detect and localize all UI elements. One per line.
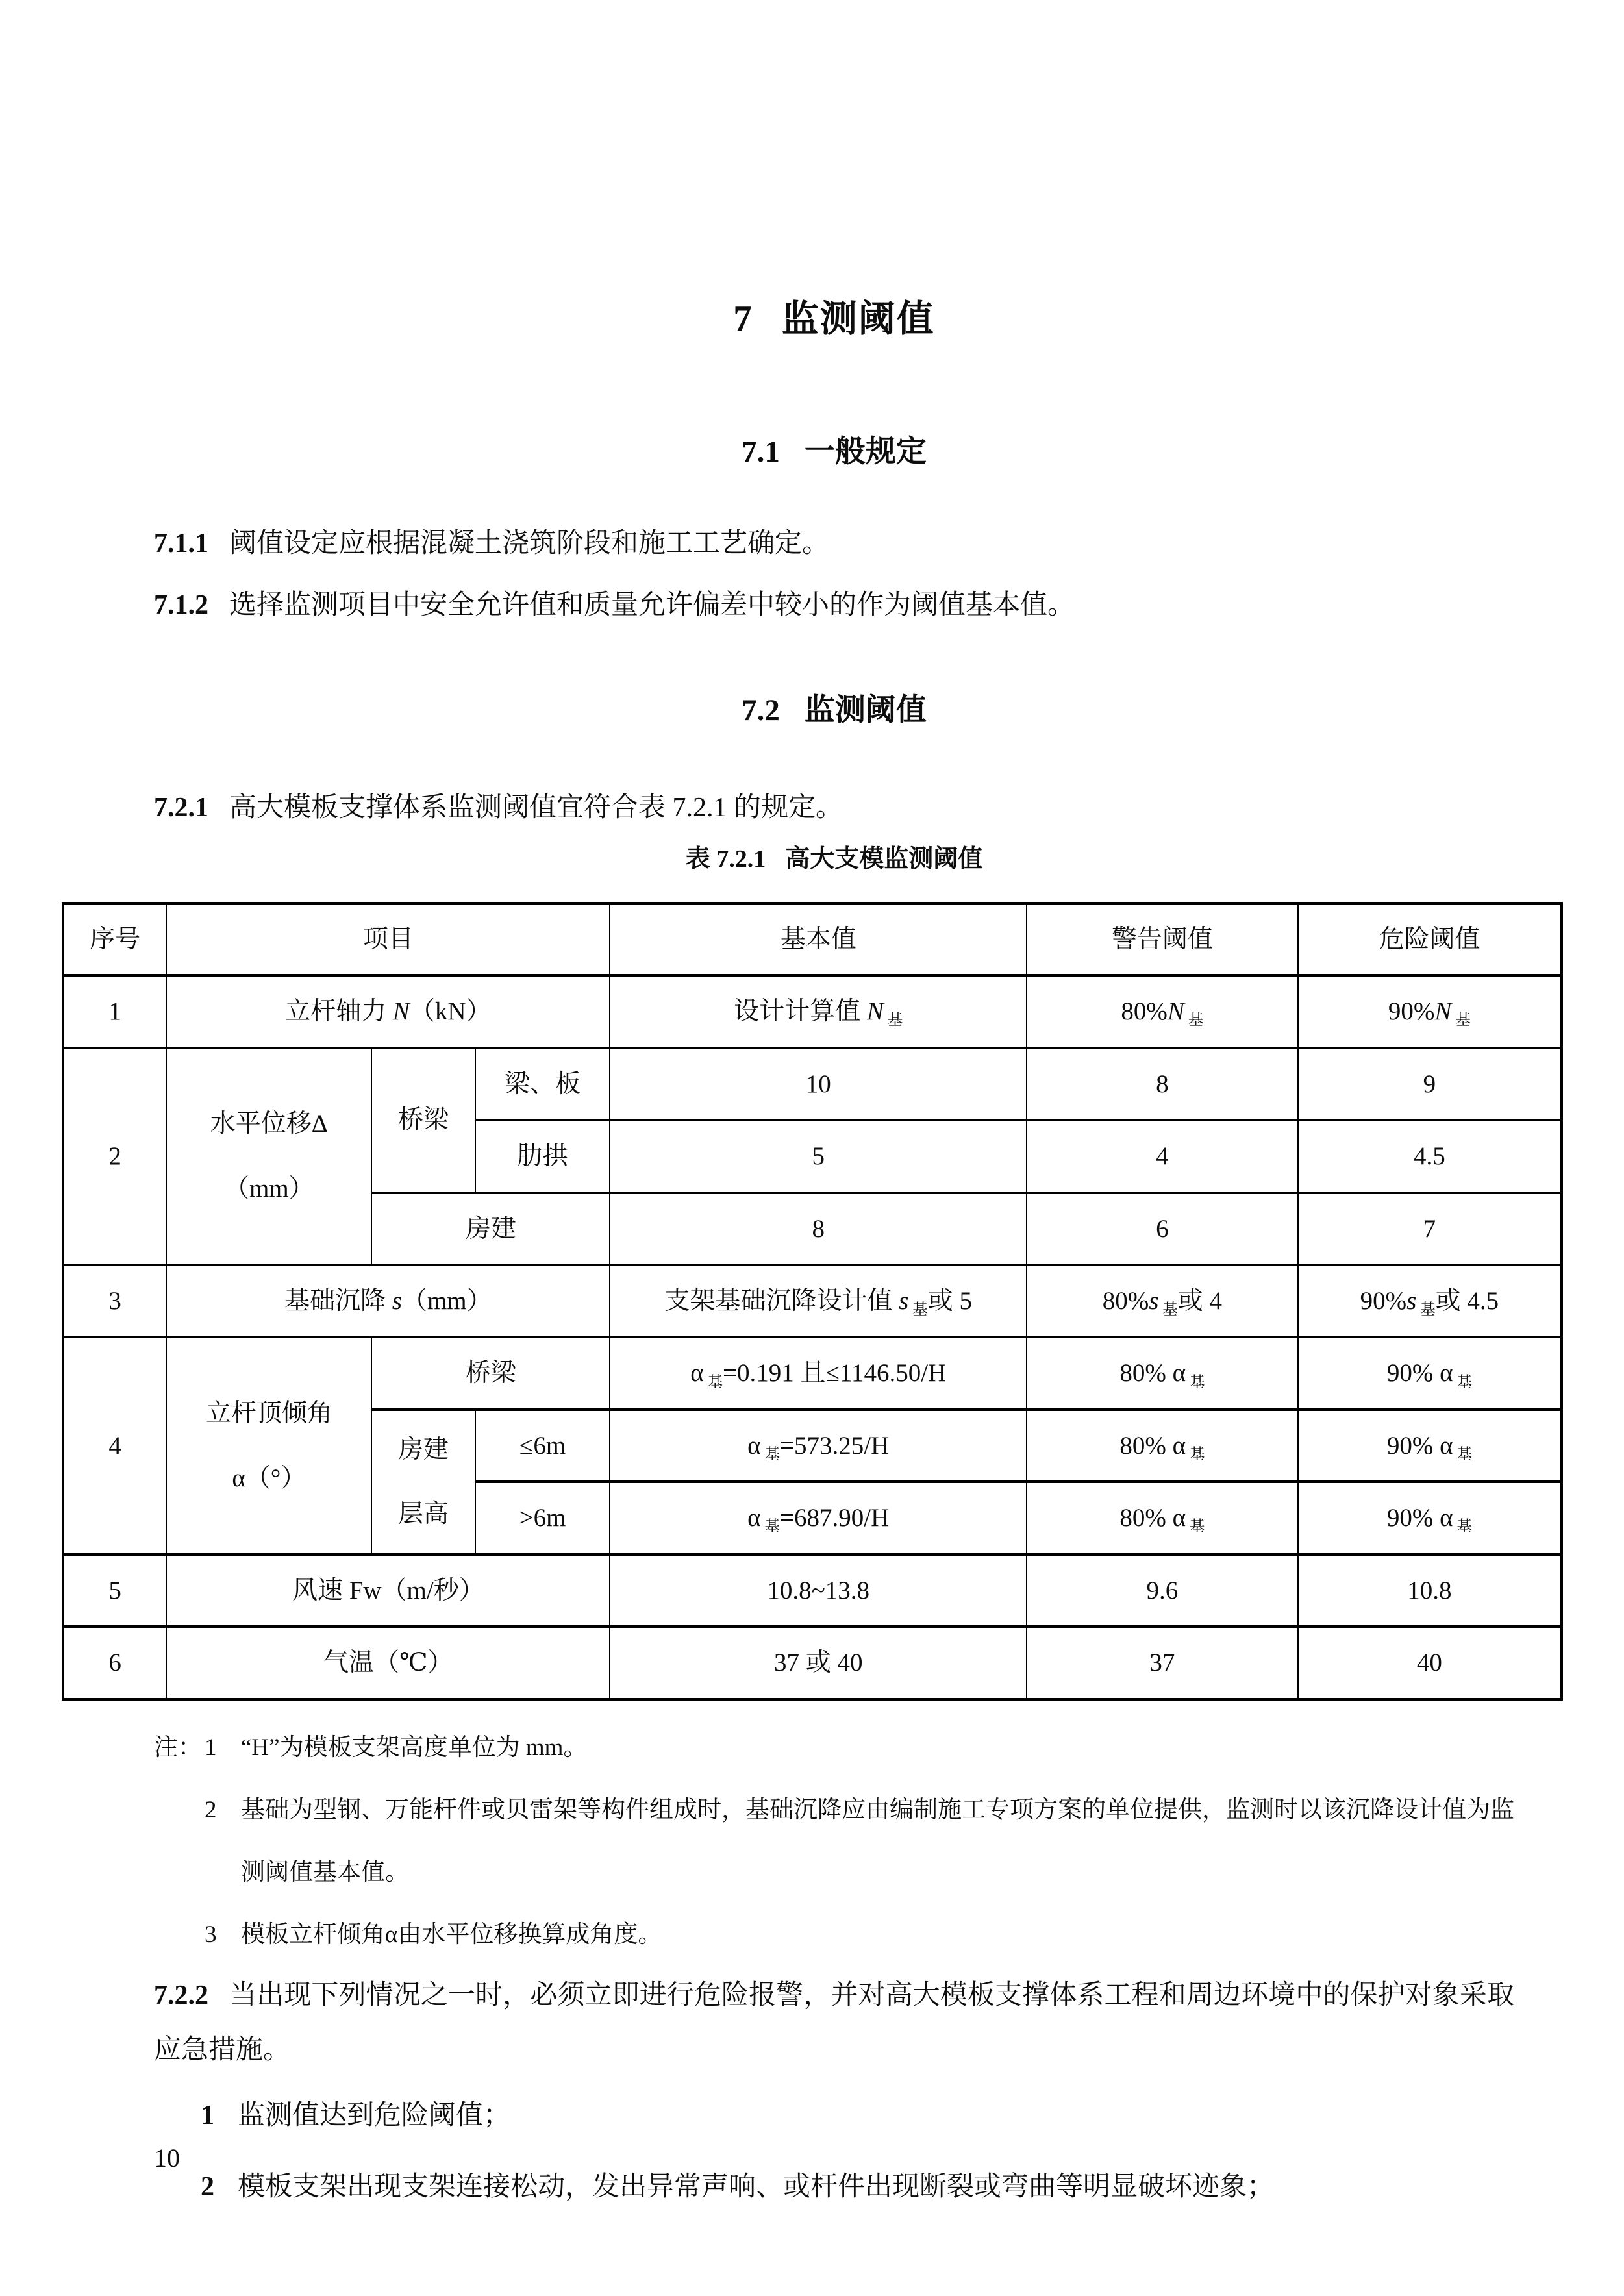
cell-text: 基 xyxy=(1190,1518,1205,1536)
cell-text: N xyxy=(866,997,884,1026)
table-notes xyxy=(154,1717,1514,1967)
cell-text: 80% α xyxy=(1119,1359,1186,1388)
cell-text: 层高 xyxy=(398,1500,449,1529)
cell-text: s xyxy=(899,1286,909,1315)
table-cell: 风速 Fw（m/秒） xyxy=(166,1554,610,1627)
threshold-table-head xyxy=(63,903,1562,975)
cell-text: 支架基础沉降设计值 xyxy=(664,1286,899,1315)
table-cell: 37 xyxy=(1027,1627,1298,1699)
table-cell: 6 xyxy=(63,1627,166,1699)
table-cell: 7 xyxy=(1298,1193,1562,1265)
table-cell xyxy=(371,1410,475,1554)
cell-text: 80% xyxy=(1102,1286,1149,1315)
table-cell: 4 xyxy=(63,1337,166,1554)
cell-text: N xyxy=(1167,997,1184,1026)
table-row xyxy=(63,1627,1562,1699)
table-cell: 4.5 xyxy=(1298,1120,1562,1192)
section-7-2-title: 监测阈值 xyxy=(804,693,927,727)
cell-text: 90% xyxy=(1388,997,1435,1026)
paragraph-7-2-2 xyxy=(154,1968,1514,2077)
paragraph-7-1-2 xyxy=(154,578,1514,632)
table-cell: 1 xyxy=(63,975,166,1047)
table-row xyxy=(63,1265,1562,1337)
table-cell xyxy=(1298,975,1562,1047)
cell-text: 90% xyxy=(1360,1286,1407,1315)
section-7-1-number: 7.1 xyxy=(742,435,780,469)
note-text: 模板立杆倾角α由水平位移换算成角度。 xyxy=(241,1921,662,1949)
clause-item-text: 监测值达到危险阈值； xyxy=(238,2101,511,2131)
table-cell: 气温（℃） xyxy=(166,1627,610,1699)
table-header-cell: 基本值 xyxy=(610,903,1027,975)
cell-text: 90% α xyxy=(1386,1431,1453,1460)
table-cell xyxy=(1027,1337,1298,1409)
table-cell: 37 或 40 xyxy=(610,1627,1027,1699)
page-number: 10 xyxy=(154,2143,180,2173)
cell-text: 或 4.5 xyxy=(1435,1286,1499,1315)
paragraph-7-2-1-text: 高大模板支撑体系监测阈值宜符合表 7.2.1 的规定。 xyxy=(229,793,843,823)
chapter-number: 7 xyxy=(733,299,753,340)
cell-text: 基 xyxy=(1162,1301,1178,1319)
table-cell: 6 xyxy=(1027,1193,1298,1265)
chapter-title xyxy=(154,297,1514,342)
cell-text: 立杆轴力 xyxy=(285,997,393,1026)
cell-text: 基 xyxy=(1456,1373,1472,1391)
note-text: “H”为模板支架高度单位为 mm。 xyxy=(241,1734,588,1761)
table-header-cell: 序号 xyxy=(63,903,166,975)
note-number: 1 xyxy=(205,1734,217,1761)
cell-text: 80% xyxy=(1121,997,1168,1026)
threshold-table xyxy=(62,902,1563,1701)
table-cell xyxy=(166,1265,610,1337)
table-header-cell: 项目 xyxy=(166,903,610,975)
cell-text: 基 xyxy=(1456,1518,1472,1536)
table-cell xyxy=(610,1337,1027,1409)
table-cell: 4 xyxy=(1027,1120,1298,1192)
cell-text: α xyxy=(747,1431,761,1460)
table-cell xyxy=(610,1410,1027,1482)
table-cell xyxy=(1298,1337,1562,1409)
clause-item-number: 2 xyxy=(201,2172,214,2202)
cell-text: 90% α xyxy=(1386,1504,1453,1532)
table-cell: >6m xyxy=(475,1482,610,1554)
cell-text: s xyxy=(392,1286,402,1315)
cell-text: 水平位移Δ xyxy=(210,1110,328,1138)
paragraph-7-2-2-number: 7.2.2 xyxy=(154,1980,208,2011)
cell-text: s xyxy=(1406,1286,1417,1315)
cell-text: 房建 xyxy=(398,1435,449,1464)
cell-text: 基 xyxy=(912,1301,928,1319)
cell-text: 或 4 xyxy=(1177,1286,1223,1315)
table-cell xyxy=(166,975,610,1047)
cell-text: 基 xyxy=(1188,1012,1204,1029)
table-cell: 8 xyxy=(610,1193,1027,1265)
table-cell: 40 xyxy=(1298,1627,1562,1699)
cell-text: 基础沉降 xyxy=(284,1286,392,1315)
section-heading-7-2 xyxy=(154,692,1514,729)
cell-text: 设计计算值 xyxy=(734,997,867,1026)
cell-text: 基 xyxy=(887,1012,903,1029)
table-cell xyxy=(610,975,1027,1047)
table-cell: 2 xyxy=(63,1048,166,1265)
table-cell: 桥梁 xyxy=(371,1048,475,1193)
paragraph-7-2-1-number: 7.2.1 xyxy=(154,793,208,823)
table-cell: 8 xyxy=(1027,1048,1298,1120)
table-cell: 9 xyxy=(1298,1048,1562,1120)
cell-text: α（°） xyxy=(232,1464,306,1492)
table-cell: 梁、板 xyxy=(475,1048,610,1120)
table-caption-number: 表 7.2.1 xyxy=(685,845,766,873)
cell-text: 基 xyxy=(707,1373,723,1391)
table-cell: 9.6 xyxy=(1027,1554,1298,1627)
table-cell: 10.8 xyxy=(1298,1554,1562,1627)
cell-text: 80% α xyxy=(1119,1504,1186,1532)
cell-text: 基 xyxy=(1190,1373,1205,1391)
table-cell xyxy=(1027,1410,1298,1482)
paragraph-7-1-1-text: 阈值设定应根据混凝土浇筑阶段和施工工艺确定。 xyxy=(229,528,830,558)
cell-text: （mm） xyxy=(224,1174,314,1203)
table-cell xyxy=(1027,1265,1298,1337)
cell-text: =573.25/H xyxy=(780,1431,890,1460)
section-heading-7-1 xyxy=(154,434,1514,470)
note-item xyxy=(154,1717,1514,1779)
cell-text: N xyxy=(392,997,410,1026)
cell-text: 基 xyxy=(1456,1446,1472,1464)
note-item xyxy=(154,1904,1514,1966)
table-cell xyxy=(166,1048,371,1265)
table-row xyxy=(63,975,1562,1047)
table-cell: 3 xyxy=(63,1265,166,1337)
paragraph-7-1-2-number: 7.1.2 xyxy=(154,590,208,620)
table-row xyxy=(63,1048,1562,1120)
paragraph-7-2-1 xyxy=(154,780,1514,835)
cell-text: （mm） xyxy=(401,1286,492,1315)
cell-text: 90% α xyxy=(1386,1359,1453,1388)
table-cell xyxy=(610,1482,1027,1554)
clause-item-text: 模板支架出现支架连接松动，发出异常声响、或杆件出现断裂或弯曲等明显破坏迹象； xyxy=(238,2172,1275,2202)
paragraph-7-1-1 xyxy=(154,516,1514,571)
section-7-1-title: 一般规定 xyxy=(804,435,927,469)
cell-text: α xyxy=(747,1504,761,1532)
table-cell xyxy=(166,1337,371,1554)
clause-item xyxy=(154,2160,1514,2214)
clause-item-list xyxy=(154,2088,1514,2214)
table-cell: 桥梁 xyxy=(371,1337,610,1409)
cell-text: 基 xyxy=(1455,1012,1471,1029)
cell-text: 基 xyxy=(1420,1301,1436,1319)
table-cell: 5 xyxy=(610,1120,1027,1192)
note-text: 基础为型钢、万能杆件或贝雷架等构件组成时，基础沉降应由编制施工专项方案的单位提供，监测时以该沉降设计值为监测阈值基本值。 xyxy=(241,1796,1514,1886)
table-row xyxy=(63,1337,1562,1409)
table-row xyxy=(63,1554,1562,1627)
note-prefix: 注： xyxy=(154,1734,202,1761)
table-caption xyxy=(154,845,1514,875)
cell-text: 基 xyxy=(764,1518,780,1536)
table-cell xyxy=(1298,1482,1562,1554)
table-cell xyxy=(1027,975,1298,1047)
table-header-row xyxy=(63,903,1562,975)
paragraph-7-1-1-number: 7.1.1 xyxy=(154,528,208,558)
table-cell: 房建 xyxy=(371,1193,610,1265)
cell-text: 或 5 xyxy=(927,1286,973,1315)
cell-text: =687.90/H xyxy=(780,1504,890,1532)
note-number: 3 xyxy=(205,1921,217,1949)
note-item xyxy=(154,1779,1514,1904)
section-7-2-number: 7.2 xyxy=(742,693,780,727)
table-cell xyxy=(1298,1410,1562,1482)
table-cell xyxy=(1298,1265,1562,1337)
cell-text: 立杆顶倾角 xyxy=(205,1399,332,1428)
table-cell: 10 xyxy=(610,1048,1027,1120)
threshold-table-body xyxy=(63,975,1562,1699)
cell-text: N xyxy=(1434,997,1452,1026)
table-cell: 10.8~13.8 xyxy=(610,1554,1027,1627)
paragraph-7-2-2-text: 当出现下列情况之一时，必须立即进行危险报警，并对高大模板支撑体系工程和周边环境中的保护对象采取应急措施。 xyxy=(154,1980,1514,2065)
clause-item xyxy=(154,2088,1514,2143)
table-cell xyxy=(1027,1482,1298,1554)
cell-text: =0.191 且≤1146.50/H xyxy=(723,1359,947,1388)
table-cell xyxy=(610,1265,1027,1337)
cell-text: α xyxy=(690,1359,704,1388)
note-number: 2 xyxy=(205,1796,217,1823)
cell-text: s xyxy=(1149,1286,1159,1315)
clause-item-number: 1 xyxy=(201,2101,214,2131)
table-cell: 肋拱 xyxy=(475,1120,610,1192)
cell-text: 基 xyxy=(764,1446,780,1464)
table-cell: ≤6m xyxy=(475,1410,610,1482)
table-caption-title: 高大支模监测阈值 xyxy=(785,845,983,873)
table-cell: 5 xyxy=(63,1554,166,1627)
cell-text: （kN） xyxy=(409,997,492,1026)
cell-text: 基 xyxy=(1190,1446,1205,1464)
table-header-cell: 危险阈值 xyxy=(1298,903,1562,975)
table-header-cell: 警告阈值 xyxy=(1027,903,1298,975)
paragraph-7-1-2-text: 选择监测项目中安全允许值和质量允许偏差中较小的作为阈值基本值。 xyxy=(229,590,1075,620)
cell-text: 80% α xyxy=(1119,1431,1186,1460)
chapter-title-text: 监测阈值 xyxy=(781,299,935,340)
